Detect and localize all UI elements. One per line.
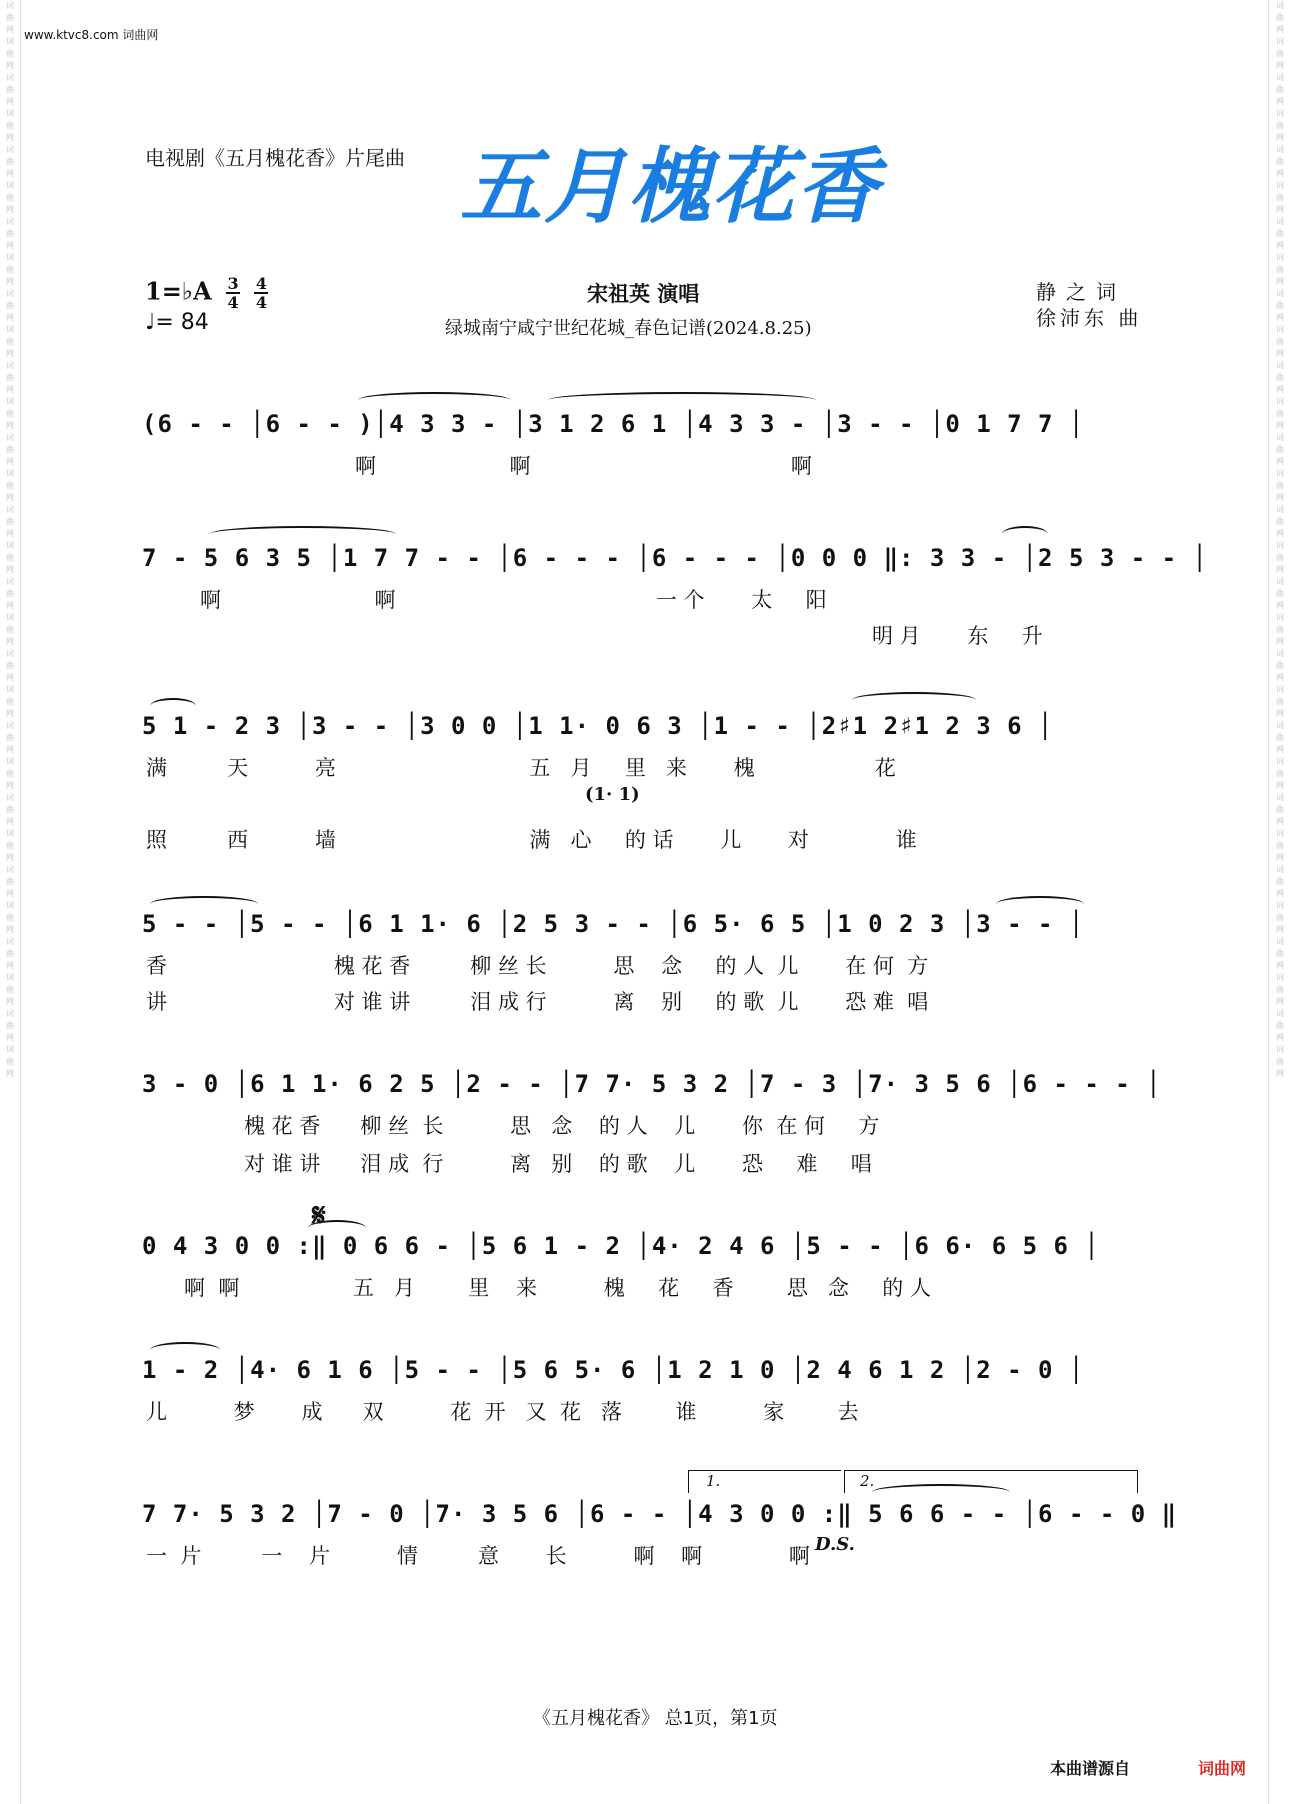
watermark-glyph: 词 [6, 397, 14, 406]
right-watermark [1270, 0, 1290, 1804]
score-line-2-lyric-2: 明 月 东 升 [872, 624, 1043, 648]
watermark-glyph: 曲 [6, 481, 14, 490]
watermark-glyph: 词 [1276, 577, 1284, 586]
watermark-glyph: 曲 [6, 445, 14, 454]
score-line-2-lyric-1: 啊 啊 一 个 太 阳 [200, 588, 827, 612]
score-line-3-notes: 5 1 - 2 3 │3 - - │3 0 0 │1 1· 0 6 3 │1 - - │2♯1 2♯1 2 3 6 │ [142, 712, 1054, 740]
slur [358, 392, 510, 408]
watermark-glyph: 词 [6, 145, 14, 154]
watermark-glyph: 网 [1276, 133, 1284, 142]
watermark-glyph: 词 [6, 181, 14, 190]
score-line-8-lyric: 一 片 一 片 情 意 长 啊 啊 啊 [146, 1544, 810, 1568]
slur [210, 526, 396, 542]
watermark-glyph: 网 [1276, 493, 1284, 502]
watermark-glyph: 词 [1276, 829, 1284, 838]
score-line-4-lyric-1: 香 槐 花 香 柳 丝 长 思 念 的 人 儿 在 何 方 [146, 954, 929, 978]
watermark-glyph: 词 [1276, 37, 1284, 46]
watermark-glyph: 曲 [6, 877, 14, 886]
left-margin-rule [20, 0, 21, 1804]
watermark-glyph: 曲 [6, 661, 14, 670]
score-line-5-lyric-2: 对 谁 讲 泪 成 行 离 别 的 歌 儿 恐 难 唱 [244, 1152, 872, 1176]
watermark-glyph: 曲 [1276, 913, 1284, 922]
right-margin-rule [1268, 0, 1269, 1804]
watermark-glyph: 网 [1276, 925, 1284, 934]
watermark-glyph: 词 [6, 73, 14, 82]
watermark-glyph: 词 [1276, 613, 1284, 622]
watermark-glyph: 词 [1276, 433, 1284, 442]
watermark-glyph: 曲 [6, 553, 14, 562]
watermark-glyph: 曲 [6, 49, 14, 58]
watermark-glyph: 曲 [6, 265, 14, 274]
watermark-glyph: 曲 [1276, 49, 1284, 58]
watermark-glyph: 网 [1276, 25, 1284, 34]
score-line-1-lyric: 啊 啊 啊 [355, 454, 812, 478]
watermark-glyph: 网 [1276, 277, 1284, 286]
watermark-glyph: 网 [1276, 781, 1284, 790]
watermark-glyph: 曲 [6, 1057, 14, 1066]
watermark-glyph: 词 [6, 541, 14, 550]
slur [548, 392, 816, 408]
watermark-glyph: 词 [6, 793, 14, 802]
watermark-glyph: 曲 [6, 13, 14, 22]
watermark-glyph: 网 [6, 997, 14, 1006]
watermark-glyph: 网 [6, 637, 14, 646]
watermark-glyph: 网 [1276, 889, 1284, 898]
site-url[interactable]: www.ktvc8.com 词曲网 [24, 28, 159, 42]
watermark-glyph: 词 [6, 613, 14, 622]
watermark-glyph: 网 [6, 745, 14, 754]
watermark-glyph: 词 [6, 721, 14, 730]
watermark-glyph: 网 [6, 133, 14, 142]
watermark-glyph: 词 [1276, 973, 1284, 982]
watermark-glyph: 网 [1276, 601, 1284, 610]
watermark-glyph: 曲 [1276, 265, 1284, 274]
key-label: 1=♭A [145, 276, 212, 306]
watermark-glyph: 词 [6, 829, 14, 838]
watermark-glyph: 网 [6, 1033, 14, 1042]
watermark-glyph: 网 [1276, 961, 1284, 970]
watermark-glyph: 曲 [1276, 373, 1284, 382]
watermark-glyph: 曲 [6, 841, 14, 850]
watermark-glyph: 网 [6, 673, 14, 682]
watermark-glyph: 网 [6, 97, 14, 106]
watermark-glyph: 词 [1276, 721, 1284, 730]
watermark-glyph: 词 [6, 505, 14, 514]
slur [872, 1484, 1010, 1500]
watermark-glyph: 曲 [6, 949, 14, 958]
second-ending-label: 2. [860, 1472, 875, 1490]
source-label: 本曲谱源自 [1050, 1759, 1131, 1778]
segno-sign: 𝄋 [312, 1196, 326, 1234]
left-watermark [0, 0, 20, 1804]
watermark-glyph: 词 [6, 325, 14, 334]
watermark-glyph: 网 [1276, 169, 1284, 178]
watermark-glyph: 曲 [6, 301, 14, 310]
slur [308, 1220, 366, 1236]
dal-segno-marking: D.S. [815, 1534, 855, 1555]
watermark-glyph: 曲 [1276, 121, 1284, 130]
watermark-glyph: 网 [6, 601, 14, 610]
watermark-glyph: 曲 [6, 517, 14, 526]
watermark-glyph: 词 [6, 361, 14, 370]
watermark-glyph: 词 [1276, 397, 1284, 406]
watermark-glyph: 词 [1276, 361, 1284, 370]
slur [150, 896, 258, 912]
watermark-glyph: 网 [6, 61, 14, 70]
watermark-glyph: 曲 [6, 625, 14, 634]
score-line-4-notes: 5 - - │5 - - │6 1 1· 6 │2 5 3 - - │6 5· 6 5 │1 0 2 3 │3 - - │ [142, 910, 1085, 938]
watermark-glyph: 曲 [6, 85, 14, 94]
watermark-glyph: 网 [6, 205, 14, 214]
slur [996, 896, 1084, 912]
watermark-glyph: 曲 [1276, 985, 1284, 994]
watermark-glyph: 曲 [6, 229, 14, 238]
watermark-glyph: 曲 [1276, 157, 1284, 166]
watermark-glyph: 曲 [1276, 517, 1284, 526]
watermark-glyph: 词 [6, 577, 14, 586]
score-line-2-notes: 7 - 5 6 3 5 │1 7 7 - - │6 - - - │6 - - - │0 0 0 ‖: 3 3 - │2 5 3 - - │ [142, 544, 1208, 572]
watermark-glyph: 词 [6, 253, 14, 262]
watermark-glyph: 曲 [1276, 805, 1284, 814]
watermark-glyph: 网 [6, 853, 14, 862]
watermark-glyph: 曲 [1276, 13, 1284, 22]
watermark-glyph: 曲 [6, 913, 14, 922]
watermark-glyph: 网 [1276, 385, 1284, 394]
watermark-glyph: 网 [6, 709, 14, 718]
watermark-glyph: 曲 [6, 589, 14, 598]
watermark-glyph: 曲 [6, 733, 14, 742]
watermark-glyph: 网 [1276, 205, 1284, 214]
watermark-glyph: 词 [6, 109, 14, 118]
watermark-glyph: 网 [6, 1069, 14, 1078]
watermark-glyph: 词 [1276, 1, 1284, 10]
watermark-glyph: 曲 [1276, 697, 1284, 706]
page-title: 五月槐花香 [460, 139, 880, 235]
watermark-glyph: 词 [1276, 109, 1284, 118]
watermark-glyph: 网 [1276, 457, 1284, 466]
watermark-glyph: 词 [1276, 73, 1284, 82]
tempo-marking: ♩= 84 [145, 310, 209, 335]
watermark-glyph: 曲 [1276, 841, 1284, 850]
watermark-glyph: 曲 [1276, 661, 1284, 670]
watermark-glyph: 词 [1276, 145, 1284, 154]
watermark-glyph: 词 [1276, 253, 1284, 262]
watermark-glyph: 词 [6, 937, 14, 946]
first-ending-label: 1. [706, 1472, 721, 1490]
watermark-glyph: 曲 [1276, 733, 1284, 742]
watermark-glyph: 网 [1276, 637, 1284, 646]
watermark-glyph: 词 [1276, 865, 1284, 874]
watermark-glyph: 曲 [6, 121, 14, 130]
watermark-glyph: 曲 [6, 1021, 14, 1030]
watermark-glyph: 词 [1276, 325, 1284, 334]
watermark-glyph: 网 [1276, 709, 1284, 718]
watermark-glyph: 词 [6, 1045, 14, 1054]
watermark-glyph: 曲 [1276, 1021, 1284, 1030]
watermark-glyph: 词 [6, 1009, 14, 1018]
watermark-glyph: 曲 [1276, 625, 1284, 634]
watermark-glyph: 网 [1276, 673, 1284, 682]
watermark-glyph: 网 [6, 529, 14, 538]
watermark-glyph: 网 [6, 961, 14, 970]
score-line-4-lyric-2: 讲 对 谁 讲 泪 成 行 离 别 的 歌 儿 恐 难 唱 [146, 990, 929, 1014]
watermark-glyph: 词 [1276, 685, 1284, 694]
watermark-glyph: 网 [1276, 313, 1284, 322]
watermark-glyph: 词 [6, 289, 14, 298]
watermark-glyph: 曲 [1276, 409, 1284, 418]
watermark-glyph: 曲 [6, 157, 14, 166]
slur [852, 692, 976, 708]
watermark-glyph: 词 [6, 433, 14, 442]
watermark-glyph: 词 [1276, 541, 1284, 550]
watermark-glyph: 网 [6, 277, 14, 286]
watermark-glyph: 词 [1276, 649, 1284, 658]
watermark-glyph: 网 [6, 313, 14, 322]
watermark-glyph: 曲 [1276, 337, 1284, 346]
watermark-glyph: 词 [6, 1, 14, 10]
watermark-glyph: 曲 [1276, 193, 1284, 202]
watermark-glyph: 网 [1276, 853, 1284, 862]
source-site-link[interactable]: 词曲网 [1198, 1759, 1247, 1778]
watermark-glyph: 曲 [1276, 85, 1284, 94]
watermark-glyph: 网 [1276, 745, 1284, 754]
lyricist: 静之词 [1036, 280, 1126, 304]
score-line-3-lyric-2: 照 西 墙 满 心 的 话 儿 对 谁 [146, 828, 917, 852]
watermark-glyph: 词 [6, 901, 14, 910]
slur [1002, 526, 1048, 542]
watermark-glyph: 曲 [6, 805, 14, 814]
page-subtitle: 电视剧《五月槐花香》片尾曲 [145, 146, 405, 170]
score-line-3-paren: (1· 1) [585, 784, 640, 805]
score-line-8-notes: 7 7· 5 3 2 │7 - 0 │7· 3 5 6 │6 - - │4 3 0 0 :‖ 5 6 6 - - │6 - - 0 ‖ [142, 1500, 1178, 1528]
watermark-glyph: 网 [1276, 997, 1284, 1006]
score-line-1-notes: (6 - - │6 - - )│4 3 3 - │3 1 2 6 1 │4 3 3 - │3 - - │0 1 7 7 │ [142, 410, 1085, 438]
watermark-glyph: 词 [6, 469, 14, 478]
watermark-glyph: 曲 [1276, 229, 1284, 238]
watermark-glyph: 网 [6, 457, 14, 466]
watermark-glyph: 网 [1276, 529, 1284, 538]
watermark-glyph: 词 [6, 757, 14, 766]
watermark-glyph: 词 [1276, 217, 1284, 226]
watermark-glyph: 词 [1276, 289, 1284, 298]
watermark-glyph: 词 [1276, 469, 1284, 478]
score-line-6-notes: 0 4 3 0 0 :‖ 0 6 6 - │5 6 1 - 2 │4· 2 4 6 │5 - - │6 6· 6 5 6 │ [142, 1232, 1100, 1260]
watermark-glyph: 网 [6, 349, 14, 358]
composer: 徐沛东 曲 [1036, 306, 1143, 330]
watermark-glyph: 曲 [6, 409, 14, 418]
watermark-glyph: 网 [1276, 61, 1284, 70]
score-line-5-notes: 3 - 0 │6 1 1· 6 2 5 │2 - - │7 7· 5 3 2 │7 - 3 │7· 3 5 6 │6 - - - │ [142, 1070, 1162, 1098]
watermark-glyph: 网 [6, 385, 14, 394]
watermark-glyph: 网 [6, 889, 14, 898]
watermark-glyph: 曲 [6, 337, 14, 346]
watermark-glyph: 曲 [1276, 481, 1284, 490]
watermark-glyph: 词 [1276, 1009, 1284, 1018]
watermark-glyph: 网 [6, 565, 14, 574]
watermark-glyph: 曲 [1276, 589, 1284, 598]
watermark-glyph: 网 [1276, 241, 1284, 250]
watermark-glyph: 词 [1276, 181, 1284, 190]
watermark-glyph: 网 [6, 421, 14, 430]
watermark-glyph: 网 [1276, 817, 1284, 826]
watermark-glyph: 词 [1276, 1045, 1284, 1054]
transcriber: 绿城南宁咸宁世纪花城_春色记谱(2024.8.25) [445, 318, 812, 339]
page-footer: 《五月槐花香》 总1页，第1页 [533, 1708, 778, 1729]
watermark-glyph: 曲 [6, 985, 14, 994]
watermark-glyph: 网 [6, 169, 14, 178]
watermark-glyph: 网 [6, 781, 14, 790]
watermark-glyph: 曲 [6, 373, 14, 382]
watermark-glyph: 网 [6, 493, 14, 502]
watermark-glyph: 曲 [1276, 1057, 1284, 1066]
watermark-glyph: 网 [6, 817, 14, 826]
key-signature [145, 276, 268, 310]
watermark-glyph: 网 [6, 25, 14, 34]
time-signature-3-4: $\frac{3}{4}$ [227, 274, 239, 312]
watermark-glyph: 词 [1276, 757, 1284, 766]
watermark-glyph: 曲 [6, 193, 14, 202]
watermark-glyph: 网 [1276, 1069, 1284, 1078]
watermark-glyph: 词 [6, 685, 14, 694]
slur [150, 698, 196, 714]
watermark-glyph: 曲 [1276, 769, 1284, 778]
watermark-glyph: 词 [6, 865, 14, 874]
watermark-glyph: 词 [6, 217, 14, 226]
score-line-5-lyric-1: 槐 花 香 柳 丝 长 思 念 的 人 儿 你 在 何 方 [244, 1114, 880, 1138]
watermark-glyph: 网 [6, 925, 14, 934]
watermark-glyph: 曲 [1276, 877, 1284, 886]
watermark-glyph: 网 [1276, 1033, 1284, 1042]
watermark-glyph: 曲 [1276, 949, 1284, 958]
slur [150, 1342, 220, 1358]
score-line-7-notes: 1 - 2 │4· 6 1 6 │5 - - │5 6 5· 6 │1 2 1 0 │2 4 6 1 2 │2 - 0 │ [142, 1356, 1085, 1384]
watermark-glyph: 曲 [1276, 301, 1284, 310]
watermark-glyph: 网 [6, 241, 14, 250]
watermark-glyph: 曲 [6, 769, 14, 778]
score-line-7-lyric: 儿 梦 成 双 花 开 又 花 落 谁 家 去 [146, 1400, 859, 1424]
watermark-glyph: 词 [6, 649, 14, 658]
time-signature-4-4: $\frac{4}{4}$ [255, 274, 268, 312]
watermark-glyph: 词 [6, 973, 14, 982]
performer: 宋祖英 演唱 [587, 282, 700, 306]
watermark-glyph: 词 [1276, 937, 1284, 946]
watermark-glyph: 词 [1276, 793, 1284, 802]
watermark-glyph: 网 [1276, 349, 1284, 358]
watermark-glyph: 网 [1276, 565, 1284, 574]
watermark-glyph: 网 [1276, 421, 1284, 430]
score-line-6-lyric: 啊 啊 五 月 里 来 槐 花 香 思 念 的 人 [184, 1276, 931, 1300]
watermark-glyph: 曲 [1276, 445, 1284, 454]
watermark-glyph: 曲 [6, 697, 14, 706]
watermark-glyph: 词 [1276, 901, 1284, 910]
watermark-glyph: 网 [1276, 97, 1284, 106]
watermark-glyph: 曲 [1276, 553, 1284, 562]
watermark-glyph: 词 [6, 37, 14, 46]
watermark-glyph: 词 [1276, 505, 1284, 514]
score-line-3-lyric-1: 满 天 亮 五 月 里 来 槐 花 [146, 756, 896, 780]
